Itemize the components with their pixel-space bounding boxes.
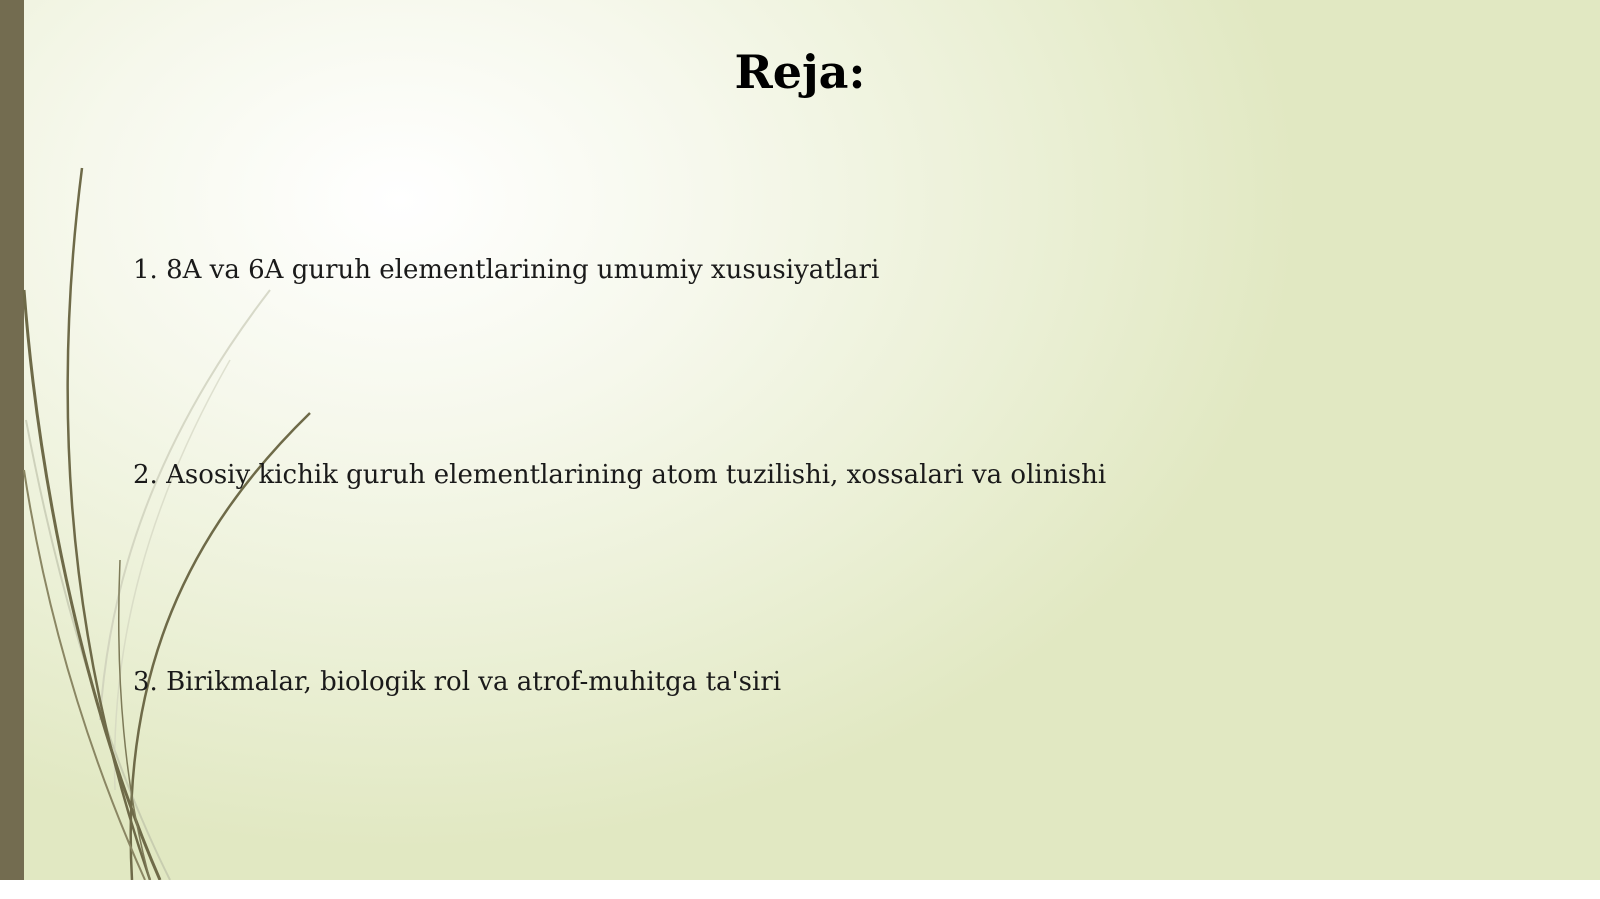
plan-item-3: 3. Birikmalar, biologik rol va atrof-muhitga ta'siri xyxy=(133,667,782,697)
plan-item-1: 1. 8A va 6A guruh elementlarining umumiy xususiyatlari xyxy=(133,255,880,285)
plan-item-2: 2. Asosiy kichik guruh elementlarining atom tuzilishi, xossalari va olinishi xyxy=(133,460,1107,490)
bottom-strip xyxy=(0,880,1600,899)
slide-title: Reja: xyxy=(734,45,866,99)
